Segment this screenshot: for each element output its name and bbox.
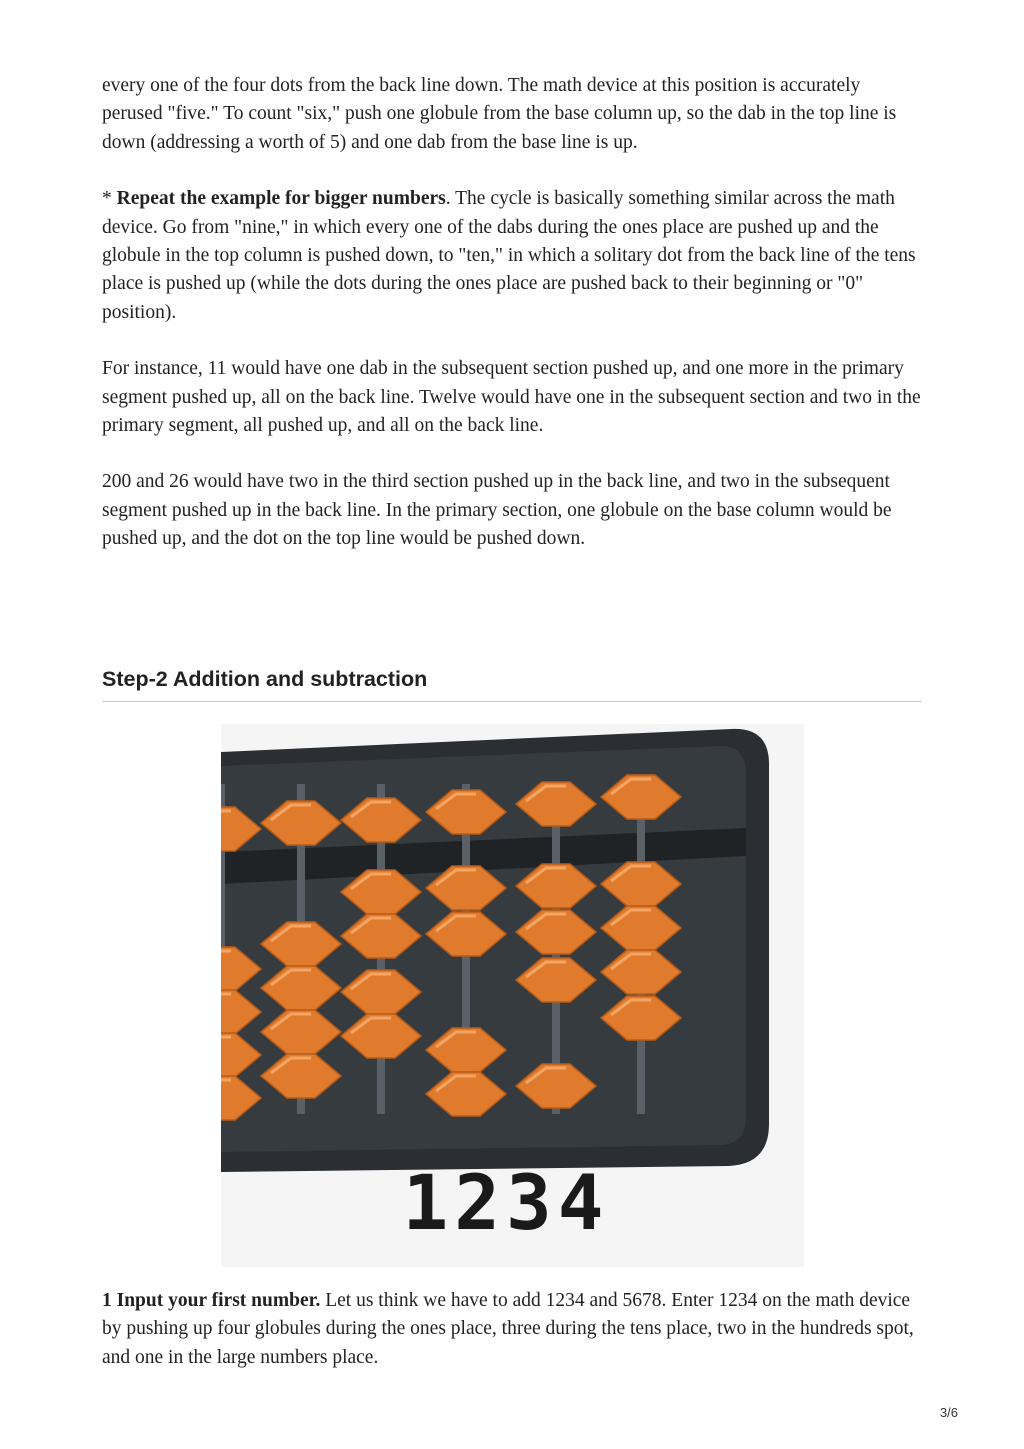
section-heading: Step-2 Addition and subtraction (102, 667, 428, 691)
paragraph-repeat-example: * Repeat the example for bigger numbers. The cycle is basically something similar across the math device. Go from "nine," in which every one of the dabs during the ones place are pushed up and the globule in the top column is pushed down, to "ten," in which a solitary dot from the back line of the tens place is pushed up (while the dots during the ones place are pushed back to their beginning or "0" position). (102, 188, 916, 323)
page-number: 3/6 (939, 1405, 958, 1420)
abacus-illustration (221, 724, 804, 1267)
heading-divider (102, 701, 922, 702)
paragraph-two-twenty-six: 200 and 26 would have two in the third section pushed up in the back line, and two in the subsequent segment pushed up in the back line. In the primary section, one globule on the base column would be pushed up, and the dot on the top line would be pushed down. (102, 471, 892, 550)
paragraph-eleven-twelve: For instance, 11 would have one dab in the subsequent section pushed up, and one more in the primary segment pushed up, all on the back line. Twelve would have one in the subsequent section and two in the primary segment, all pushed up, and all on the back line. (102, 358, 921, 437)
abacus-photo (221, 724, 804, 1267)
paragraph-bold-lead: Repeat the example for bigger numbers (116, 188, 446, 210)
step-label: 1 Input your first number. (102, 1290, 321, 1311)
paragraph-five-six: every one of the four dots from the back line down. The math device at this position is accurately perused "five." To count "six," push one globule from the base column up, so the dab in the top line is down (addressing a worth of 5) and one dab from the base line is up. (102, 75, 897, 153)
handwritten-number: 1234 (402, 1158, 610, 1247)
article-body (102, 72, 922, 554)
step-paragraph: 1 Input your first number. Let us think we have to add 1234 and 5678. Enter 1234 on the math device by pushing up four globules during the ones place, three during the tens place, two in the hundreds spot, and one in the large numbers place. (102, 1290, 914, 1368)
